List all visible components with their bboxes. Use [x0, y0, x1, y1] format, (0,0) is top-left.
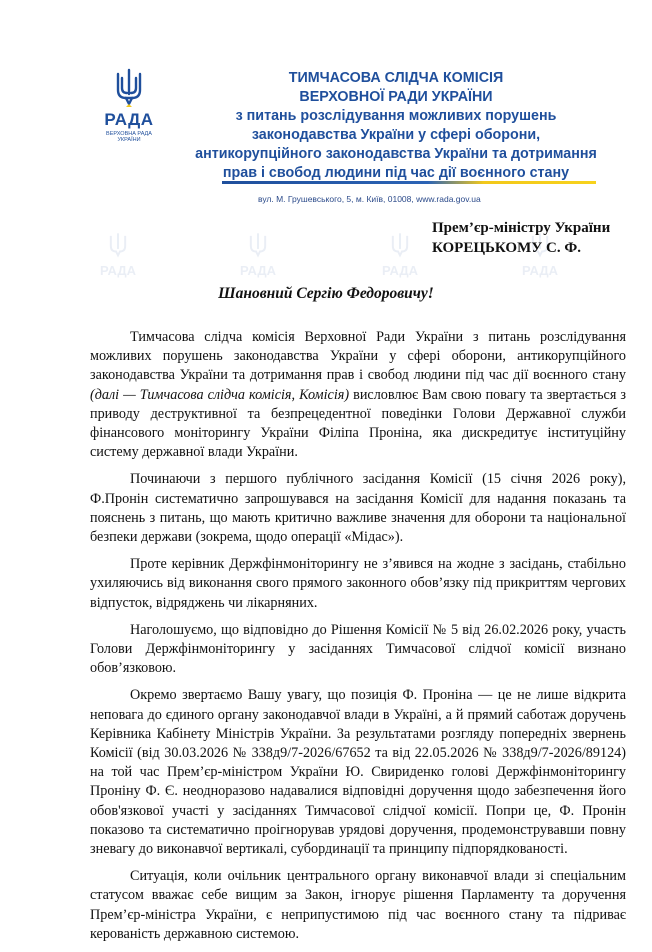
watermark-logo: РАДА: [88, 232, 148, 278]
paragraph: Починаючи з першого публічного засідання Комісії (15 січня 2026 року), Ф.Пронін систематично запрошувався на засідання Комісії для надання показань та пояснень з питань, що мають критично важливе значення для оборони та національної безпеки держави (зокрема, щодо операції «Мідас»).: [90, 471, 626, 546]
title-line: антикорупційного законодавства України та дотримання: [195, 146, 597, 162]
paragraph: Окремо звертаємо Вашу увагу, що позиція Ф. Проніна — це не лише відкрита неповага до єдиного органу законодавчої влади в Україні, а й прямий саботаж доручень Керівника Кабінету Міністрів України. За результатами розгляду попередніх звернень Комісії (від 30.03.2026 № 338д9/7-2026/67652 та від 22.05.2026 № 338д9/7-2026/89124) на той час Прем’єр-міністром України Ю. Свириденко голові Держфінмоніторингу Проніну Ф. Є. неодноразово надавалися відповідні доручення щодо забезпечення його обов'язкової участі у засіданнях Тимчасової слідчої комісії. Попри це, Ф. Пронін показово та систематично проігнорував урядові доручення, продемонструвавши повну зневагу до виконавчої вертикалі, субординації та принципу підпорядкованості.: [90, 687, 626, 858]
recipient-position: Прем’єр-міністру України: [432, 220, 611, 236]
paragraph: Тимчасова слідча комісія Верховної Ради України з питань розслідування можливих порушень законодавства України у сфері оборони, антикорупційного законодавства України та дотримання прав і свобод людини під час дії воєнного стану (далі — Тимчасова слідча комісія, Комісія) висловлює Вам свою повагу та звертається з приводу деструктивної та безпрецедентної поведінки Голови Державної служби фінансового моніторингу України Філіпа Проніна, яка дискредитує інституційну систему державної влади України.: [90, 329, 626, 461]
logo-subtitle: ВЕРХОВНА РАДА УКРАЇНИ: [106, 131, 152, 143]
title-line: з питань розслідування можливих порушень: [235, 108, 557, 124]
paragraph: Наголошуємо, що відповідно до Рішення Комісії № 5 від 26.02.2026 року, участь Голови Держфінмоніторингу у засіданнях Тимчасової слідчої комісії визнано обов’язковою.: [90, 621, 626, 677]
title-line: ВЕРХОВНОЇ РАДИ УКРАЇНИ: [299, 89, 493, 105]
paragraph: Ситуація, коли очільник центрального органу виконавчої влади зі спеціальним статусом вважає себе вищим за Закон, ігнорує рішення Парламенту та доручення Прем’єр-міністра України, є неприпустимою під час воєнного стану та підриває керованість державною системою.: [90, 868, 626, 942]
letter-body: [90, 328, 626, 952]
title-line: ТИМЧАСОВА СЛІДЧА КОМІСІЯ: [288, 70, 504, 86]
recipient-name: КОРЕЦЬКОМУ С. Ф.: [432, 240, 581, 256]
trident-emblem-icon: [114, 68, 144, 108]
rada-logo: [94, 68, 164, 143]
title-line: законодавства України у сфері оборони,: [251, 127, 541, 143]
recipient-block: [432, 218, 610, 258]
paragraph: Проте керівник Держфінмоніторингу не з’явився на жодне з засідань, стабільно ухиляючись від виконання свого прямого законного обов’язку під прикриттям чергових відпусток, відряджень чи лікарняних.: [90, 556, 626, 611]
header-divider: [222, 181, 596, 184]
watermark-logo: РАДА: [510, 232, 570, 278]
logo-word: РАДА: [104, 110, 154, 129]
committee-title: [190, 69, 602, 183]
salutation: Шановний Сергію Федоровичу!: [218, 285, 434, 302]
watermark-logo: РАДА: [370, 232, 430, 278]
title-line: прав і свобод людини під час дії воєнного стану: [222, 165, 570, 181]
watermark-logo: РАДА: [228, 232, 288, 278]
address-line: вул. М. Грушевського, 5, м. Київ, 01008, www.rada.gov.ua: [258, 194, 481, 204]
